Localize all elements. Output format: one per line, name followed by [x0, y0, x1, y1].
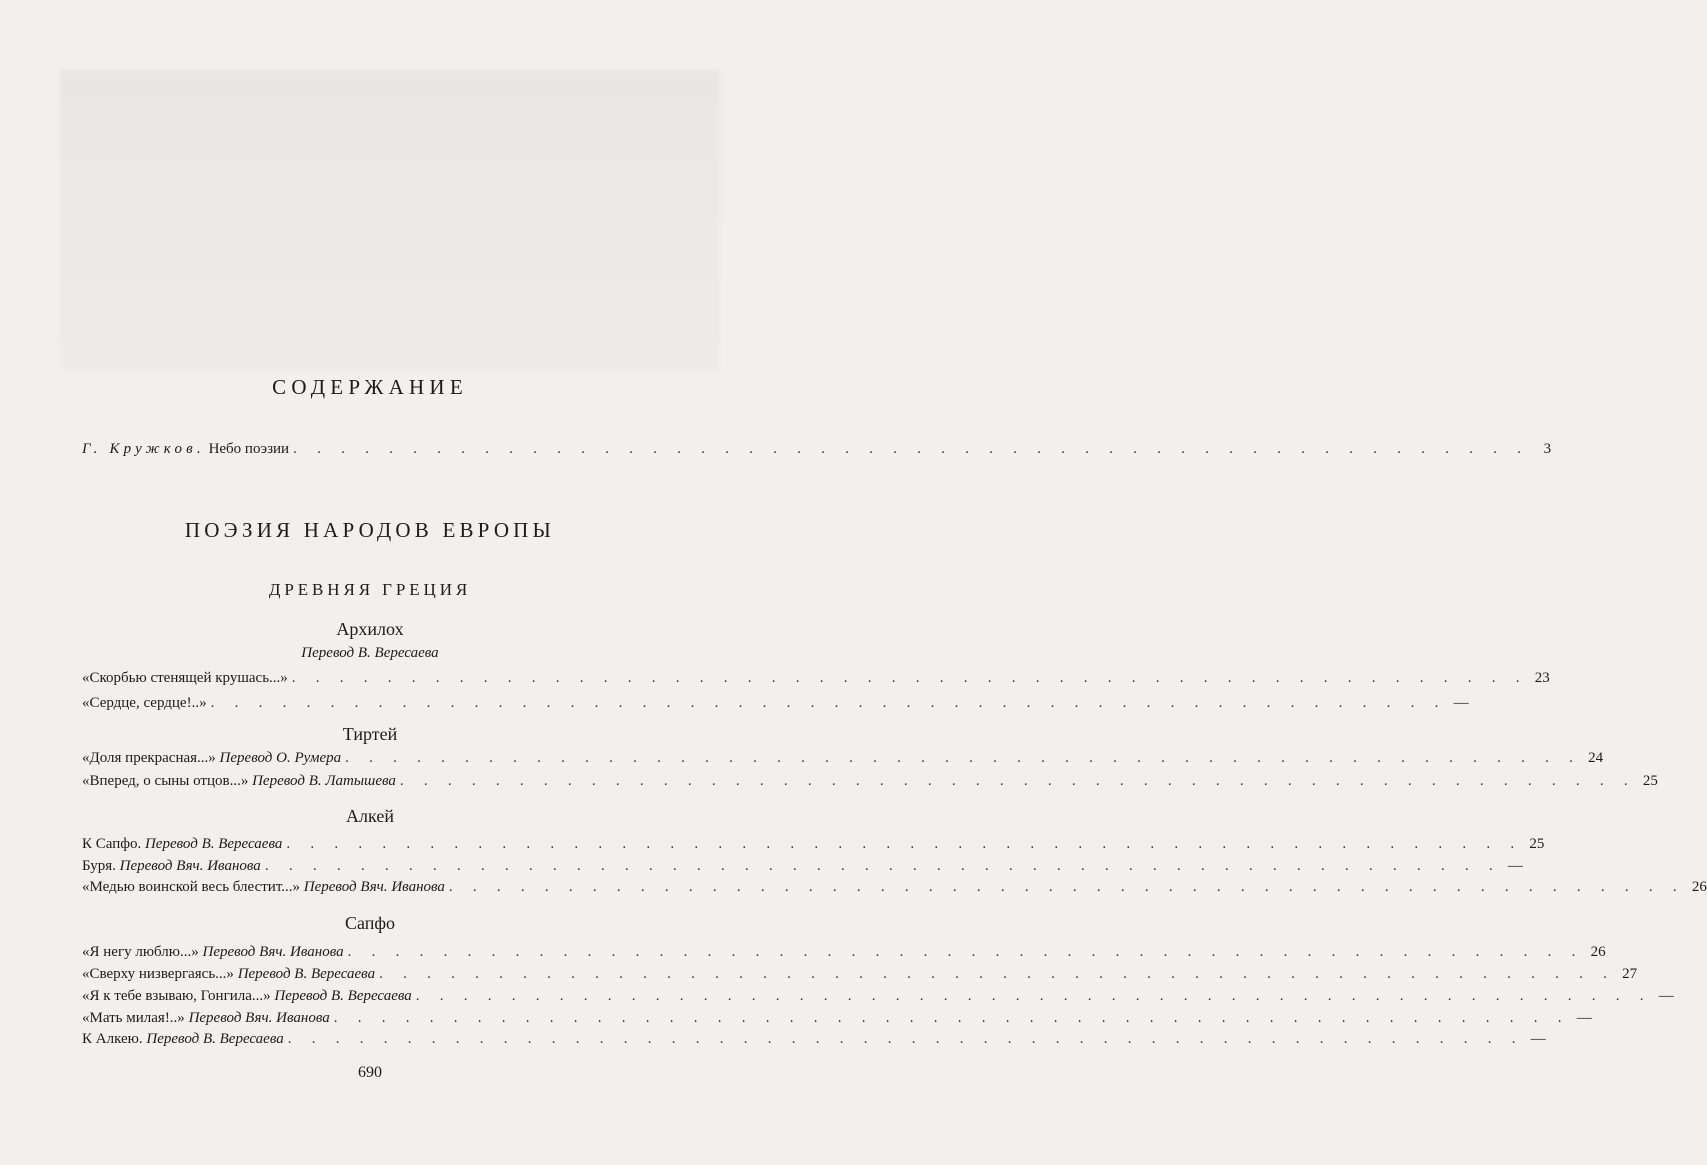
- leader-dots: . . . . . . . . . . . . . . . . . . . . . . . . . . . . . . . . . . . . . . . . . . . . . . . . . . . .: [448, 879, 1685, 895]
- toc-entry-title: «Сердце, сердце!..»: [82, 695, 207, 711]
- poem-title: Буря.: [82, 858, 116, 874]
- toc-entry-title: [82, 858, 261, 875]
- leader-dots: . . . . . . . . . . . . . . . . . . . . . . . . . . . . . . . . . . . . . . . . . . . . . . . . . . . .: [345, 750, 1582, 766]
- entry-translator: Перевод В. Вересаева: [237, 966, 376, 982]
- toc-page-number: 26: [1691, 879, 1707, 895]
- leader-dots: . . . . . . . . . . . . . . . . . . . . . . . . . . . . . . . . . . . . . . . . . . . . . . . . . . . .: [347, 944, 1584, 960]
- leader-dots: . . . . . . . . . . . . . . . . . . . . . . . . . . . . . . . . . . . . . . . . . . . . . . . . . . . .: [293, 441, 1530, 457]
- toc-entry-title: [82, 773, 396, 790]
- toc-entry[interactable]: [82, 1031, 1546, 1051]
- toc-entry[interactable]: [82, 750, 1604, 770]
- toc-page-number: —: [1576, 1010, 1592, 1026]
- entry-translator: Перевод В. Вересаева: [274, 988, 412, 1004]
- toc-entry-title: [82, 988, 412, 1005]
- toc-page-number: 3: [1543, 441, 1552, 457]
- toc-page-number: 24: [1588, 750, 1604, 766]
- toc-entry[interactable]: [82, 1010, 1592, 1030]
- poem-title: «Мать милая!..»: [82, 1010, 185, 1026]
- toc-page-number: 25: [1642, 773, 1658, 789]
- toc-entry-title: [82, 966, 375, 983]
- entry-translator: Перевод Вяч. Иванова: [188, 1010, 330, 1026]
- leader-dots: . . . . . . . . . . . . . . . . . . . . . . . . . . . . . . . . . . . . . . . . . . . . . . . . . . . .: [210, 695, 1447, 711]
- toc-entry[interactable]: [82, 966, 1638, 986]
- toc-entry[interactable]: [82, 988, 1674, 1008]
- page-number: 690: [358, 1064, 382, 1081]
- toc-page-number: —: [1530, 1031, 1546, 1047]
- entry-translator: Перевод В. Вересаева: [144, 836, 283, 852]
- leader-dots: . . . . . . . . . . . . . . . . . . . . . . . . . . . . . . . . . . . . . . . . . . . . . . . . . . . .: [286, 836, 1523, 852]
- author-name: Сапфо: [344, 913, 396, 933]
- poem-title: «Медью воинской весь блестит...»: [82, 879, 300, 895]
- subsection-heading: ДРЕВНЯЯ ГРЕЦИЯ: [268, 580, 472, 599]
- poem-title: К Сапфо.: [82, 836, 142, 852]
- author-name: Архилох: [336, 619, 404, 639]
- toc-page-number: —: [1507, 858, 1523, 874]
- toc-page-number: 26: [1590, 944, 1606, 960]
- toc-entry[interactable]: [82, 670, 1550, 690]
- toc-entry[interactable]: [82, 836, 1545, 856]
- toc-page-number: —: [1658, 988, 1674, 1004]
- poem-title: «Доля прекрасная...»: [82, 750, 216, 766]
- author-name: Алкей: [346, 806, 394, 826]
- poem-title: «Сверху низвергаясь...»: [82, 966, 234, 982]
- entry-translator: Перевод Вяч. Иванова: [202, 944, 344, 960]
- contents-heading: СОДЕРЖАНИЕ: [272, 375, 468, 399]
- leader-dots: . . . . . . . . . . . . . . . . . . . . . . . . . . . . . . . . . . . . . . . . . . . . . . . . . . . .: [264, 858, 1501, 874]
- toc-page-number: 25: [1529, 836, 1545, 852]
- poem-title: «Я к тебе взываю, Гонгила...»: [82, 988, 271, 1004]
- toc-page-number: 27: [1622, 966, 1638, 982]
- poem-title: К Алкею.: [82, 1031, 143, 1047]
- intro-title: Небо поэзии: [208, 441, 290, 457]
- toc-entry-title: [82, 879, 445, 896]
- leader-dots: . . . . . . . . . . . . . . . . . . . . . . . . . . . . . . . . . . . . . . . . . . . . . . . . . . . .: [379, 966, 1616, 982]
- toc-entry-title: [82, 1010, 330, 1027]
- leader-dots: . . . . . . . . . . . . . . . . . . . . . . . . . . . . . . . . . . . . . . . . . . . . . . . . . . . .: [333, 1010, 1570, 1026]
- author-translator: Перевод В. Вересаева: [301, 645, 439, 661]
- toc-entry-title: «Скорбью стенящей крушась...»: [82, 670, 288, 686]
- toc-entry[interactable]: [82, 773, 1658, 793]
- toc-entry-title: [82, 441, 289, 458]
- leader-dots: . . . . . . . . . . . . . . . . . . . . . . . . . . . . . . . . . . . . . . . . . . . . . . . . . . . .: [399, 773, 1636, 789]
- toc-entry-title: [82, 750, 341, 767]
- toc-entry-title: [82, 944, 344, 961]
- entry-translator: Перевод О. Румера: [219, 750, 342, 766]
- toc-entry[interactable]: [82, 879, 1707, 899]
- toc-entry[interactable]: [82, 944, 1606, 964]
- entry-translator: Перевод Вяч. Иванова: [119, 858, 261, 874]
- section-heading: ПОЭЗИЯ НАРОДОВ ЕВРОПЫ: [184, 518, 556, 542]
- toc-page-number: 23: [1534, 670, 1550, 686]
- author-name: Тиртей: [342, 724, 398, 744]
- toc-entry-title: [82, 1031, 284, 1048]
- toc-entry[interactable]: [82, 858, 1523, 878]
- leader-dots: . . . . . . . . . . . . . . . . . . . . . . . . . . . . . . . . . . . . . . . . . . . . . . . . . . . .: [291, 670, 1528, 686]
- entry-translator: Перевод В. Вересаева: [146, 1031, 284, 1047]
- entry-translator: Перевод В. Латышева: [252, 773, 396, 789]
- leader-dots: . . . . . . . . . . . . . . . . . . . . . . . . . . . . . . . . . . . . . . . . . . . . . . . . . . . .: [415, 988, 1652, 1004]
- toc-entry-title: [82, 836, 282, 853]
- poem-title: «Вперед, о сыны отцов...»: [82, 773, 249, 789]
- toc-entry[interactable]: [82, 695, 1469, 715]
- toc-entry-intro[interactable]: [82, 441, 1552, 461]
- intro-author: Г. Кружков.: [82, 441, 205, 457]
- poem-title: «Я негу люблю...»: [82, 944, 199, 960]
- toc-page-number: —: [1453, 695, 1469, 711]
- leader-dots: . . . . . . . . . . . . . . . . . . . . . . . . . . . . . . . . . . . . . . . . . . . . . . . . . . . .: [287, 1031, 1524, 1047]
- entry-translator: Перевод Вяч. Иванова: [303, 879, 445, 895]
